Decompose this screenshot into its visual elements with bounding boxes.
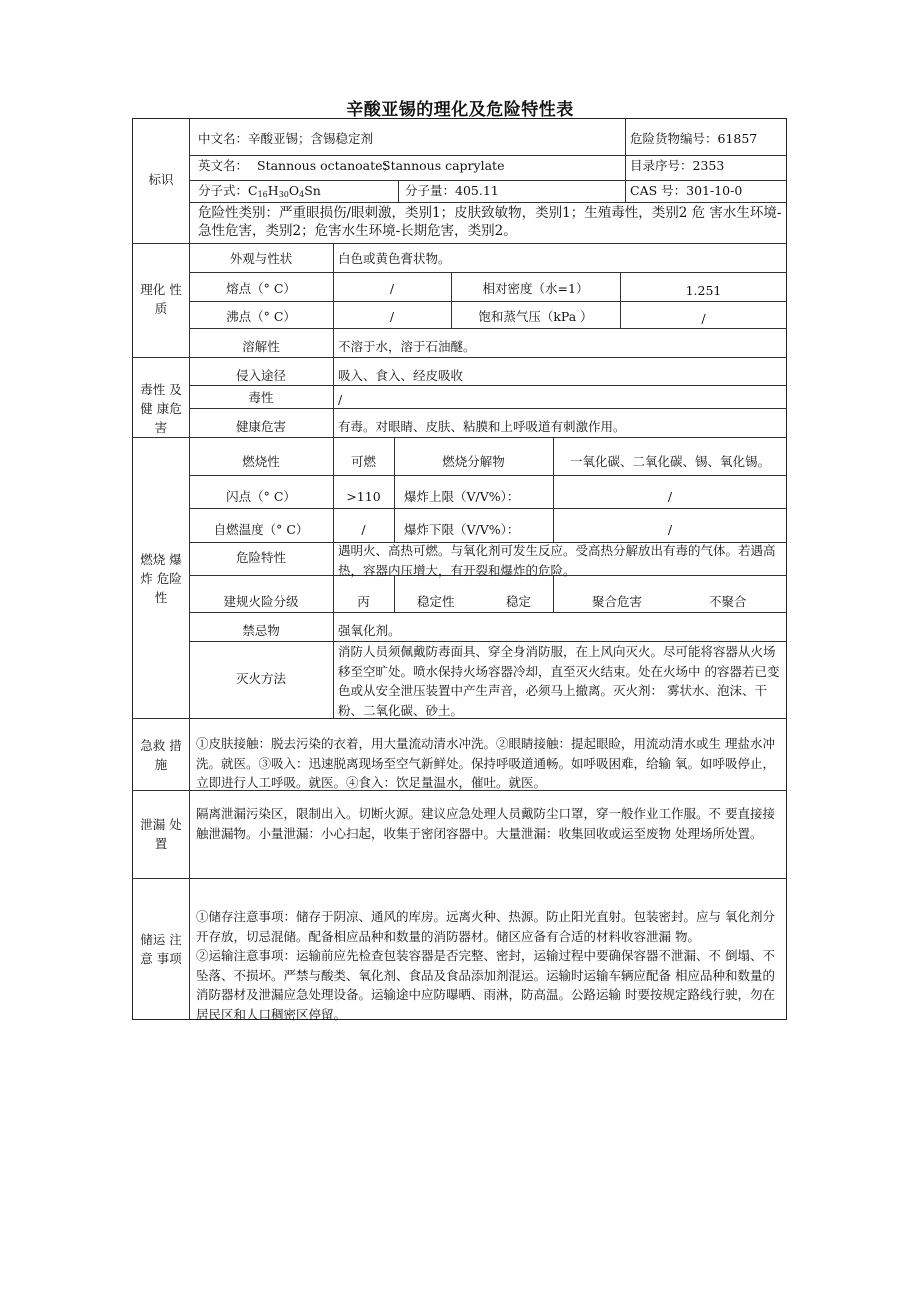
transport-text: ②运输注意事项：运输前应先检查包装容器是否完整、密封，运输过程中要确保容器不泄漏、不 倒塌、不坠落、不损坏。严禁与酸类、氧化剂、食品及食品添加剂混运。运输时运输车辆应配备 相应品种和数量的消防器材及泄漏应急处理设备。运输途中应防曝晒、雨淋，防高温。公路运输 时要按规定路线行驶，勿在居民区和人口稠密区停留。 bbox=[196, 948, 775, 1022]
vapor-pressure-value: / bbox=[701, 311, 706, 326]
explosion-upper-value: / bbox=[667, 489, 673, 504]
divider bbox=[132, 437, 787, 438]
appearance-value: 白色或黄色膏状物。 bbox=[338, 251, 451, 266]
autoignition-label: 自燃温度（° C） bbox=[213, 522, 309, 537]
english-name-label: 英文名： bbox=[198, 158, 249, 173]
divider bbox=[189, 272, 787, 273]
section-identification: 标识 bbox=[148, 172, 174, 187]
decomposition-label: 燃烧分解物 bbox=[442, 454, 505, 469]
hazard-characteristics-label: 危险特性 bbox=[235, 550, 286, 565]
divider bbox=[132, 357, 787, 358]
health-hazard-value: 有毒。对眼睛、皮肤、粘膜和上呼吸道有刺激作用。 bbox=[338, 419, 626, 434]
polymerization-value: 不聚合 bbox=[709, 594, 747, 609]
explosion-lower-value: / bbox=[667, 522, 673, 537]
melting-point-value: / bbox=[389, 281, 395, 296]
storage-text: ①储存注意事项：储存于阴凉、通风的库房。远离火种、热源。防止阳光直射。包装密封。应与 氧化剂分开存放，切忌混储。配备相应品种和数量的消防器材。储区应备有合适的材料收容泄漏 物。 bbox=[196, 909, 775, 944]
section-fire: 燃烧 爆炸 危险性 bbox=[140, 552, 182, 605]
first-aid-text: ①皮肤接触：脱去污染的衣着，用大量流动清水冲洗。②眼睛接触：提起眼睑，用流动清水或生 理盐水冲洗。就医。③吸入：迅速脱离现场至空气新鲜处。保持呼吸道通畅。如呼吸困难，给输 氧。如呼吸停止，立即进行人工呼吸。就医。④食入：饮足量温水，催吐。就医。 bbox=[196, 736, 775, 790]
divider bbox=[189, 328, 787, 329]
section-toxicity: 毒性 及 健 康危害 bbox=[140, 382, 182, 435]
catalog-number: 目录序号：2353 bbox=[630, 158, 725, 173]
solubility-value: 不溶于水，溶于石油醚。 bbox=[338, 339, 476, 354]
section-first-aid: 急救 措施 bbox=[140, 738, 182, 772]
appearance-label: 外观与性状 bbox=[229, 251, 293, 266]
stability-value: 稳定 bbox=[506, 594, 532, 609]
divider bbox=[189, 385, 787, 386]
document-title: 辛酸亚锡的理化及危险特性表 bbox=[346, 100, 574, 120]
density-label: 相对密度（水=1） bbox=[482, 281, 589, 296]
stability-label: 稳定性 bbox=[417, 594, 455, 609]
divider bbox=[189, 508, 787, 509]
toxicity-label: 毒性 bbox=[248, 390, 274, 405]
flammability-value: 可燃 bbox=[350, 454, 376, 469]
english-name-1: Stannous octanoate； bbox=[257, 158, 396, 173]
solubility-label: 溶解性 bbox=[242, 339, 280, 354]
divider bbox=[394, 575, 395, 612]
incompatible-label: 禁忌物 bbox=[242, 623, 280, 638]
flash-point-value: >110 bbox=[346, 489, 381, 504]
divider bbox=[189, 475, 787, 476]
density-value: 1.251 bbox=[685, 283, 722, 298]
polymerization-label: 聚合危害 bbox=[592, 594, 643, 609]
divider bbox=[333, 357, 334, 437]
extinguishing-label: 灭火方法 bbox=[235, 671, 286, 686]
hazard-classification: 危险性类别：严重眼损伤/眼刺激，类别1；皮肤致敏物，类别1；生殖毒性，类别2 危 害水生环境-急性危害，类别2；危害水生环境-长期危害，类别2。 bbox=[198, 205, 782, 239]
divider bbox=[189, 301, 787, 302]
decomposition-value: 一氧化碳、二氧化碳、锡、氧化锡。 bbox=[569, 454, 770, 469]
explosion-lower-label: 爆炸下限（V/V%）： bbox=[404, 522, 520, 537]
divider bbox=[333, 437, 334, 718]
incompatible-value: 强氧化剂。 bbox=[338, 623, 401, 638]
molecular-formula: 分子式：$C_{16}H_{30}O_4Sn$ bbox=[198, 183, 321, 199]
divider bbox=[189, 612, 787, 613]
divider bbox=[625, 118, 626, 202]
molecular-weight: 分子量：405.11 bbox=[405, 183, 499, 198]
divider bbox=[553, 575, 554, 612]
fire-class-value: 丙 bbox=[357, 594, 370, 609]
melting-point-label: 熔点（° C） bbox=[226, 281, 296, 296]
route-value: 吸入、食入、经皮吸收 bbox=[338, 368, 464, 383]
flammability-label: 燃烧性 bbox=[242, 454, 280, 469]
health-hazard-label: 健康危害 bbox=[235, 419, 286, 434]
english-name-2: Stannous caprylate bbox=[382, 158, 505, 173]
leakage-text: 隔离泄漏污染区，限制出入。切断火源。建议应急处理人员戴防尘口罩，穿一般作业工作服。不 要直接接触泄漏物。小量泄漏：小心扫起，收集于密闭容器中。大量泄漏：收集回收或运至废物 处理场所处置。 bbox=[196, 806, 775, 841]
hazard-characteristics-value: 遇明火、高热可燃。与氧化剂可发生反应。受高热分解放出有毒的气体。若遇高热，容器内压增大，有开裂和爆炸的危险。 bbox=[338, 543, 776, 578]
explosion-upper-label: 爆炸上限（V/V%）： bbox=[404, 489, 520, 504]
boiling-point-value: / bbox=[389, 309, 395, 324]
fire-class-label: 建规火险分级 bbox=[223, 594, 299, 609]
vapor-pressure-label: 饱和蒸气压（kPa ） bbox=[478, 309, 593, 324]
divider bbox=[398, 180, 399, 202]
divider bbox=[189, 408, 787, 409]
hazard-goods-number: 危险货物编号：61857 bbox=[630, 131, 758, 146]
section-storage: 储运 注意 事项 bbox=[140, 932, 182, 966]
toxicity-value: / bbox=[338, 392, 343, 407]
cas-number: CAS 号：301-10-0 bbox=[630, 183, 743, 198]
chinese-name: 中文名：辛酸亚锡；含锡稳定剂 bbox=[198, 131, 374, 146]
route-label: 侵入途径 bbox=[235, 368, 286, 383]
divider bbox=[132, 878, 787, 879]
section-physical: 理化 性质 bbox=[140, 282, 182, 316]
section-leakage: 泄漏 处置 bbox=[140, 817, 182, 851]
flash-point-label: 闪点（° C） bbox=[226, 489, 296, 504]
boiling-point-label: 沸点（° C） bbox=[226, 309, 296, 324]
divider bbox=[333, 243, 334, 357]
extinguishing-value: 消防人员须佩戴防毒面具、穿全身消防服，在上风向灭火。尽可能将容器从火场移至空旷处。喷水保持火场容器冷却，直至灭火结束。处在火场中 的容器若已变色或从安全泄压装置中产生声音，必须马上撤离。灭火剂： 雾状水、泡沫、干粉、二氧化碳、砂土。 bbox=[338, 644, 780, 718]
autoignition-value: / bbox=[361, 522, 366, 537]
divider bbox=[132, 243, 787, 244]
